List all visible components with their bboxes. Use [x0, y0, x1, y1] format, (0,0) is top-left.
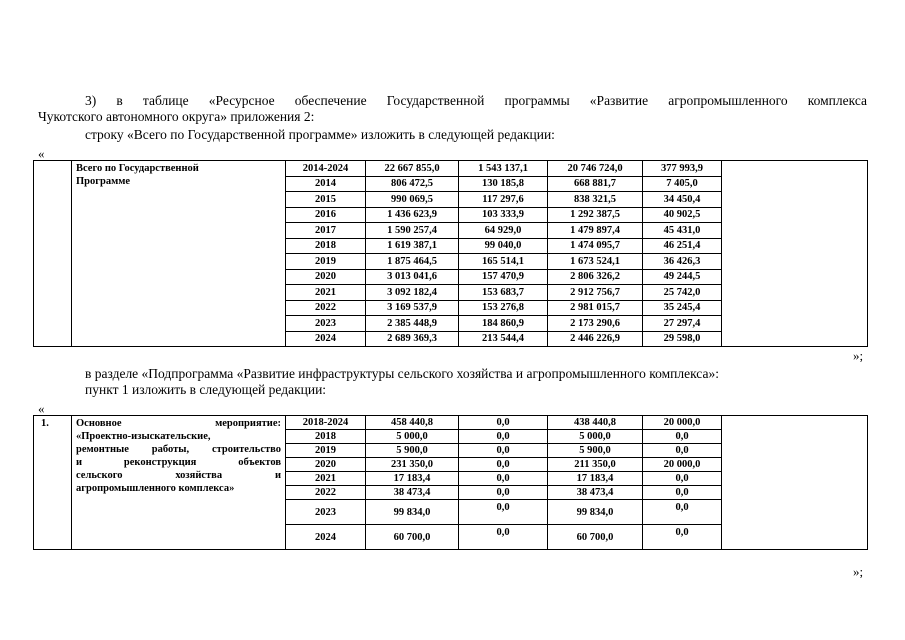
year-cell: 2018-2024 [286, 416, 366, 430]
amount-cell: 2 806 326,2 [548, 269, 643, 285]
year-cell: 2018 [286, 238, 366, 254]
year-cell: 2018 [286, 430, 366, 444]
amount-cell: 0,0 [643, 525, 722, 550]
year-cell: 2014 [286, 176, 366, 192]
amount-cell: 60 700,0 [366, 525, 459, 550]
table-row [34, 161, 868, 177]
amount-cell: 60 700,0 [548, 525, 643, 550]
item-number: 1. [34, 416, 72, 550]
intro-line-2: Чукотского автономного округа» приложения 2: [38, 109, 315, 124]
intro-line-1: 3) в таблице «Ресурсное обеспечение Государственной программы «Развитие агропромышленного комплекса [85, 93, 867, 108]
amount-cell: 49 244,5 [643, 269, 722, 285]
year-cell: 2019 [286, 254, 366, 270]
amount-cell: 17 183,4 [548, 472, 643, 486]
amount-cell: 3 169 537,9 [366, 300, 459, 316]
amount-cell: 458 440,8 [366, 416, 459, 430]
amount-cell: 17 183,4 [366, 472, 459, 486]
amount-cell: 2 446 226,9 [548, 331, 643, 347]
amount-cell: 2 912 756,7 [548, 285, 643, 301]
amount-cell: 1 619 387,1 [366, 238, 459, 254]
amount-cell: 2 385 448,9 [366, 316, 459, 332]
amount-cell: 5 000,0 [548, 430, 643, 444]
amount-cell: 7 405,0 [643, 176, 722, 192]
close-quote-2: »; [853, 564, 864, 579]
measure-title-line: агропромышленного комплекса» [76, 483, 235, 494]
amount-cell: 99 040,0 [459, 238, 548, 254]
amount-cell: 5 000,0 [366, 430, 459, 444]
amount-cell: 0,0 [459, 458, 548, 472]
measure-title-line: сельского хозяйства и [76, 470, 281, 481]
year-cell: 2022 [286, 300, 366, 316]
amount-cell: 1 875 464,5 [366, 254, 459, 270]
amount-cell: 1 543 137,1 [459, 161, 548, 177]
amount-cell: 40 902,5 [643, 207, 722, 223]
empty-cell [722, 416, 868, 550]
year-cell: 2023 [286, 500, 366, 525]
year-cell: 2024 [286, 525, 366, 550]
subprogram-item-table [33, 415, 868, 550]
amount-cell: 0,0 [459, 486, 548, 500]
amount-cell: 20 746 724,0 [548, 161, 643, 177]
empty-cell [722, 161, 868, 347]
amount-cell: 46 251,4 [643, 238, 722, 254]
amount-cell: 20 000,0 [643, 458, 722, 472]
close-quote-1: »; [853, 348, 864, 363]
year-cell: 2022 [286, 486, 366, 500]
amount-cell: 2 173 290,6 [548, 316, 643, 332]
amount-cell: 990 069,5 [366, 192, 459, 208]
amount-cell: 0,0 [643, 444, 722, 458]
amount-cell: 0,0 [643, 472, 722, 486]
amount-cell: 3 013 041,6 [366, 269, 459, 285]
amount-cell: 213 544,4 [459, 331, 548, 347]
amount-cell: 3 092 182,4 [366, 285, 459, 301]
amount-cell: 130 185,8 [459, 176, 548, 192]
year-cell: 2021 [286, 285, 366, 301]
open-quote-1: « [38, 146, 45, 161]
year-cell: 2014-2024 [286, 161, 366, 177]
year-cell: 2019 [286, 444, 366, 458]
amount-cell: 806 472,5 [366, 176, 459, 192]
amount-cell: 38 473,4 [548, 486, 643, 500]
amount-cell: 668 881,7 [548, 176, 643, 192]
measure-title [72, 416, 286, 550]
measure-title-line: ремонтные работы, строительство [76, 444, 281, 455]
row-title-line: Программе [76, 176, 131, 187]
amount-cell: 1 673 524,1 [548, 254, 643, 270]
measure-title-line: «Проектно-изыскательские, [76, 431, 211, 442]
amount-cell: 2 689 369,3 [366, 331, 459, 347]
amount-cell: 22 667 855,0 [366, 161, 459, 177]
amount-cell: 0,0 [459, 430, 548, 444]
measure-title-line: и реконструкция объектов [76, 457, 281, 468]
year-cell: 2021 [286, 472, 366, 486]
year-cell: 2024 [286, 331, 366, 347]
amount-cell: 38 473,4 [366, 486, 459, 500]
empty-cell [34, 161, 72, 347]
measure-title-line: Основное мероприятие: [76, 418, 281, 429]
amount-cell: 20 000,0 [643, 416, 722, 430]
amount-cell: 25 742,0 [643, 285, 722, 301]
middle-line-1: в разделе «Подпрограмма «Развитие инфраструктуры сельского хозяйства и агропромышленного комплекса»: [85, 366, 719, 381]
amount-cell: 103 333,9 [459, 207, 548, 223]
amount-cell: 0,0 [459, 472, 548, 486]
amount-cell: 2 981 015,7 [548, 300, 643, 316]
amount-cell: 5 900,0 [548, 444, 643, 458]
amount-cell: 0,0 [643, 430, 722, 444]
open-quote-2: « [38, 401, 45, 416]
amount-cell: 45 431,0 [643, 223, 722, 239]
amount-cell: 36 426,3 [643, 254, 722, 270]
amount-cell: 1 479 897,4 [548, 223, 643, 239]
year-cell: 2023 [286, 316, 366, 332]
amount-cell: 5 900,0 [366, 444, 459, 458]
table-row [34, 416, 868, 430]
amount-cell: 34 450,4 [643, 192, 722, 208]
amount-cell: 0,0 [459, 500, 548, 525]
amount-cell: 29 598,0 [643, 331, 722, 347]
intro-line-3: строку «Всего по Государственной программе» изложить в следующей редакции: [85, 127, 555, 142]
amount-cell: 377 993,9 [643, 161, 722, 177]
amount-cell: 27 297,4 [643, 316, 722, 332]
row-title [72, 161, 286, 347]
row-title-line: Всего по Государственной [76, 163, 199, 174]
middle-line-2: пункт 1 изложить в следующей редакции: [85, 382, 327, 397]
amount-cell: 153 683,7 [459, 285, 548, 301]
year-cell: 2017 [286, 223, 366, 239]
amount-cell: 1 590 257,4 [366, 223, 459, 239]
year-cell: 2016 [286, 207, 366, 223]
resource-table-total [33, 160, 868, 347]
amount-cell: 0,0 [459, 416, 548, 430]
year-cell: 2015 [286, 192, 366, 208]
amount-cell: 35 245,4 [643, 300, 722, 316]
amount-cell: 117 297,6 [459, 192, 548, 208]
amount-cell: 838 321,5 [548, 192, 643, 208]
amount-cell: 0,0 [643, 500, 722, 525]
amount-cell: 1 292 387,5 [548, 207, 643, 223]
amount-cell: 0,0 [459, 444, 548, 458]
amount-cell: 1 474 095,7 [548, 238, 643, 254]
year-cell: 2020 [286, 458, 366, 472]
amount-cell: 64 929,0 [459, 223, 548, 239]
amount-cell: 165 514,1 [459, 254, 548, 270]
amount-cell: 99 834,0 [548, 500, 643, 525]
amount-cell: 231 350,0 [366, 458, 459, 472]
year-cell: 2020 [286, 269, 366, 285]
amount-cell: 0,0 [459, 525, 548, 550]
amount-cell: 438 440,8 [548, 416, 643, 430]
amount-cell: 99 834,0 [366, 500, 459, 525]
amount-cell: 153 276,8 [459, 300, 548, 316]
amount-cell: 1 436 623,9 [366, 207, 459, 223]
amount-cell: 157 470,9 [459, 269, 548, 285]
amount-cell: 0,0 [643, 486, 722, 500]
amount-cell: 184 860,9 [459, 316, 548, 332]
amount-cell: 211 350,0 [548, 458, 643, 472]
